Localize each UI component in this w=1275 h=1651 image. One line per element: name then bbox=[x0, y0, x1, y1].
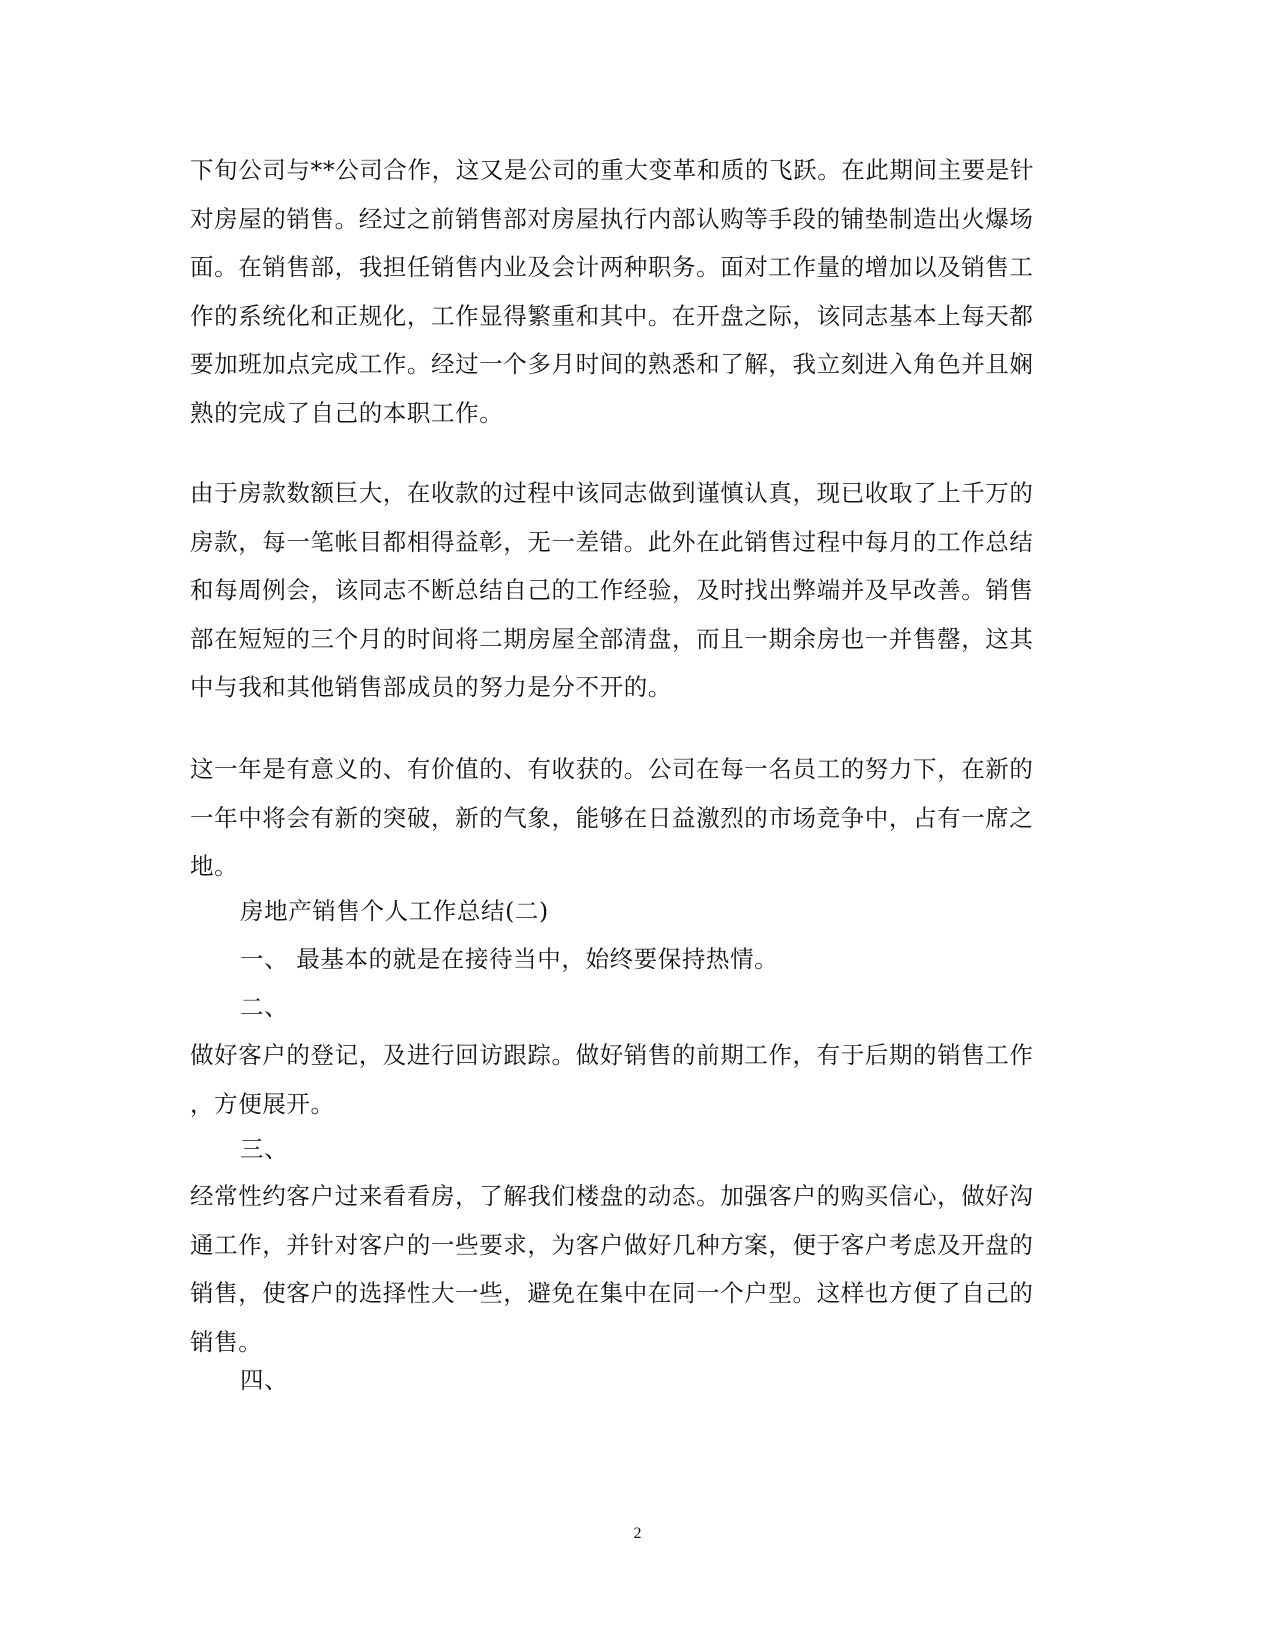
list-item-3-label: 三、 bbox=[240, 1135, 289, 1163]
paragraph-line: 下旬公司与**公司合作，这又是公司的重大变革和质的飞跃。在此期间主要是针 bbox=[190, 156, 1035, 184]
paragraph-line: 部在短短的三个月的时间将二期房屋全部清盘，而且一期余房也一并售罄，这其 bbox=[190, 624, 1034, 653]
section-title: 房地产销售个人工作总结(二) bbox=[240, 897, 549, 925]
list-item-4-label: 四、 bbox=[240, 1366, 289, 1394]
paragraph-line: 经常性约客户过来看看房，了解我们楼盘的动态。加强客户的购买信心，做好沟 bbox=[190, 1182, 1034, 1210]
paragraph-line: 一年中将会有新的突破，新的气象，能够在日益激烈的市场竞争中，占有一席之 bbox=[190, 803, 1034, 832]
paragraph-line: 中与我和其他销售部成员的努力是分不开的。 bbox=[190, 673, 672, 701]
page-number: 2 bbox=[633, 1525, 642, 1542]
paragraph-line: ，方便展开。 bbox=[190, 1089, 335, 1118]
paragraph-line: 通工作，并针对客户的一些要求，为客户做好几种方案，便于客户考虑及开盘的 bbox=[190, 1230, 1034, 1259]
list-item-1: 一、 最基本的就是在接待当中，始终要保持热情。 bbox=[240, 945, 779, 973]
paragraph-line: 销售，使客户的选择性大一些，避免在集中在同一个户型。这样也方便了自己的 bbox=[190, 1279, 1034, 1307]
paragraph-line: 做好客户的登记，及进行回访跟踪。做好销售的前期工作，有于后期的销售工作 bbox=[190, 1041, 1034, 1069]
paragraph-2 bbox=[190, 469, 1070, 712]
paragraph-line: 作的系统化和正规化，工作显得繁重和其中。在开盘之际，该同志基本上每天都 bbox=[190, 301, 1034, 330]
paragraph-line: 对房屋的销售。经过之前销售部对房屋执行内部认购等手段的铺垫制造出火爆场 bbox=[190, 204, 1034, 233]
list-item-2-text bbox=[190, 1031, 1070, 1128]
paragraph-line: 房款，每一笔帐目都相得益彰，无一差错。此外在此销售过程中每月的工作总结 bbox=[190, 527, 1034, 556]
paragraph-1 bbox=[190, 146, 1070, 437]
list-item-2-label: 二、 bbox=[240, 993, 289, 1021]
paragraph-line: 和每周例会，该同志不断总结自己的工作经验，及时找出弊端并及早改善。销售 bbox=[190, 576, 1034, 604]
paragraph-line: 面。在销售部，我担任销售内业及会计两种职务。面对工作量的增加以及销售工 bbox=[190, 253, 1034, 281]
paragraph-line: 销售。 bbox=[190, 1327, 263, 1356]
paragraph-line: 熟的完成了自己的本职工作。 bbox=[190, 398, 504, 427]
list-item-3-text bbox=[190, 1172, 1070, 1366]
paragraph-3 bbox=[190, 745, 1070, 891]
paragraph-line: 由于房款数额巨大，在收款的过程中该同志做到谨慎认真，现已收取了上千万的 bbox=[190, 479, 1034, 507]
paragraph-line: 要加班加点完成工作。经过一个多月时间的熟悉和了解，我立刻进入角色并且娴 bbox=[190, 350, 1034, 378]
paragraph-line: 地。 bbox=[190, 852, 239, 880]
paragraph-line: 这一年是有意义的、有价值的、有收获的。公司在每一名员工的努力下，在新的 bbox=[190, 755, 1034, 783]
